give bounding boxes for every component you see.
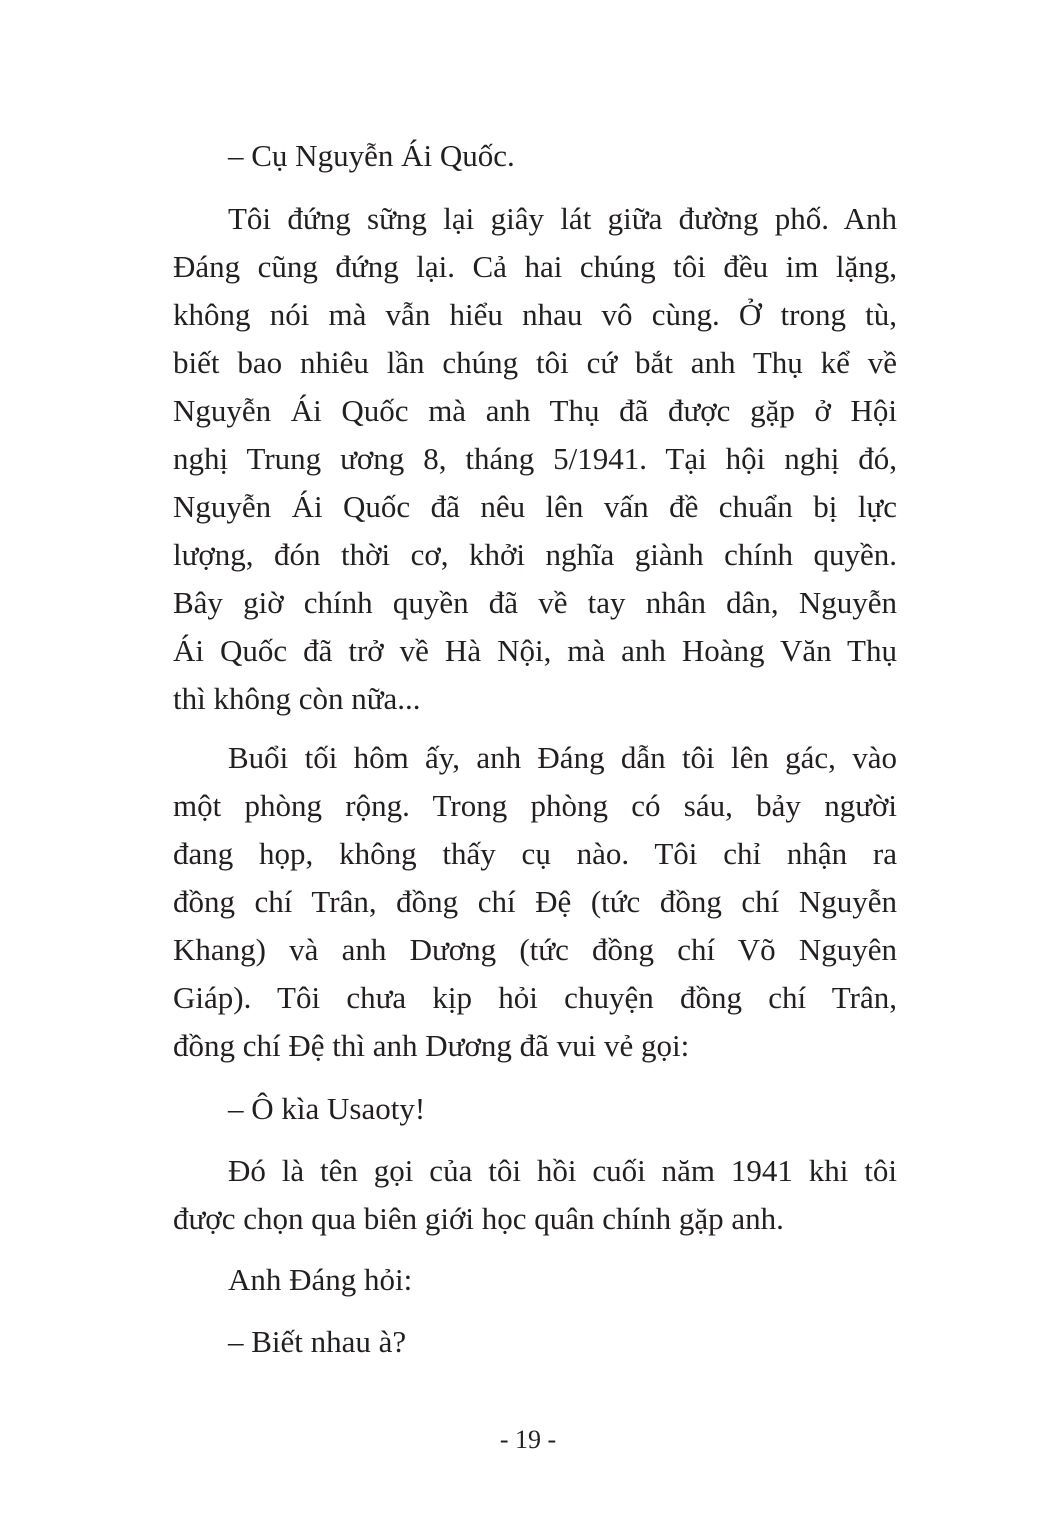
- text-line: đang họp, không thấy cụ nào. Tôi chỉ nhận ra: [173, 836, 897, 871]
- text-line: Khang) và anh Dương (tức đồng chí Võ Nguyên: [173, 932, 897, 967]
- text-line: nghị Trung ương 8, tháng 5/1941. Tại hội nghị đó,: [173, 441, 897, 476]
- paragraph: [173, 195, 897, 723]
- page-number: - 19 -: [499, 1425, 557, 1454]
- dialogue-line: [173, 132, 897, 180]
- text-line: Nguyễn Ái Quốc mà anh Thụ đã được gặp ở Hội: [173, 393, 897, 428]
- text-line: không nói mà vẫn hiểu nhau vô cùng. Ở trong tù,: [173, 297, 897, 332]
- text-line: – Ô kìa Usaoty!: [228, 1091, 426, 1126]
- text-line: Anh Đáng hỏi:: [228, 1262, 413, 1297]
- text-line: Tôi đứng sững lại giây lát giữa đường phố. Anh: [228, 201, 897, 236]
- text-line: đồng chí Trân, đồng chí Đệ (tức đồng chí Nguyễn: [173, 884, 897, 919]
- paragraph: [173, 1256, 897, 1304]
- paragraph: [173, 1147, 897, 1243]
- text-line: một phòng rộng. Trong phòng có sáu, bảy người: [173, 788, 897, 823]
- text-line: được chọn qua biên giới học quân chính gặp anh.: [173, 1201, 784, 1236]
- text-line: biết bao nhiêu lần chúng tôi cứ bắt anh Thụ kể về: [173, 345, 897, 380]
- text-line: – Biết nhau à?: [228, 1324, 407, 1359]
- dialogue-line: [173, 1085, 897, 1133]
- text-line: Buổi tối hôm ấy, anh Đáng dẫn tôi lên gác, vào: [228, 740, 897, 775]
- text-line: – Cụ Nguyễn Ái Quốc.: [228, 138, 515, 173]
- text-line: đồng chí Đệ thì anh Dương đã vui vẻ gọi:: [173, 1028, 690, 1063]
- text-line: Ái Quốc đã trở về Hà Nội, mà anh Hoàng Văn Thụ: [173, 633, 897, 668]
- paragraph: [173, 734, 897, 1070]
- text-line: Bây giờ chính quyền đã về tay nhân dân, Nguyễn: [173, 585, 897, 620]
- text-line: lượng, đón thời cơ, khởi nghĩa giành chính quyền.: [173, 537, 897, 572]
- text-line: Đáng cũng đứng lại. Cả hai chúng tôi đều im lặng,: [173, 249, 897, 284]
- text-line: Giáp). Tôi chưa kịp hỏi chuyện đồng chí Trân,: [173, 980, 897, 1015]
- dialogue-line: [173, 1318, 897, 1366]
- text-line: Đó là tên gọi của tôi hồi cuối năm 1941 khi tôi: [228, 1153, 897, 1188]
- text-line: Nguyễn Ái Quốc đã nêu lên vấn đề chuẩn bị lực: [173, 489, 897, 524]
- text-line: thì không còn nữa...: [173, 681, 421, 716]
